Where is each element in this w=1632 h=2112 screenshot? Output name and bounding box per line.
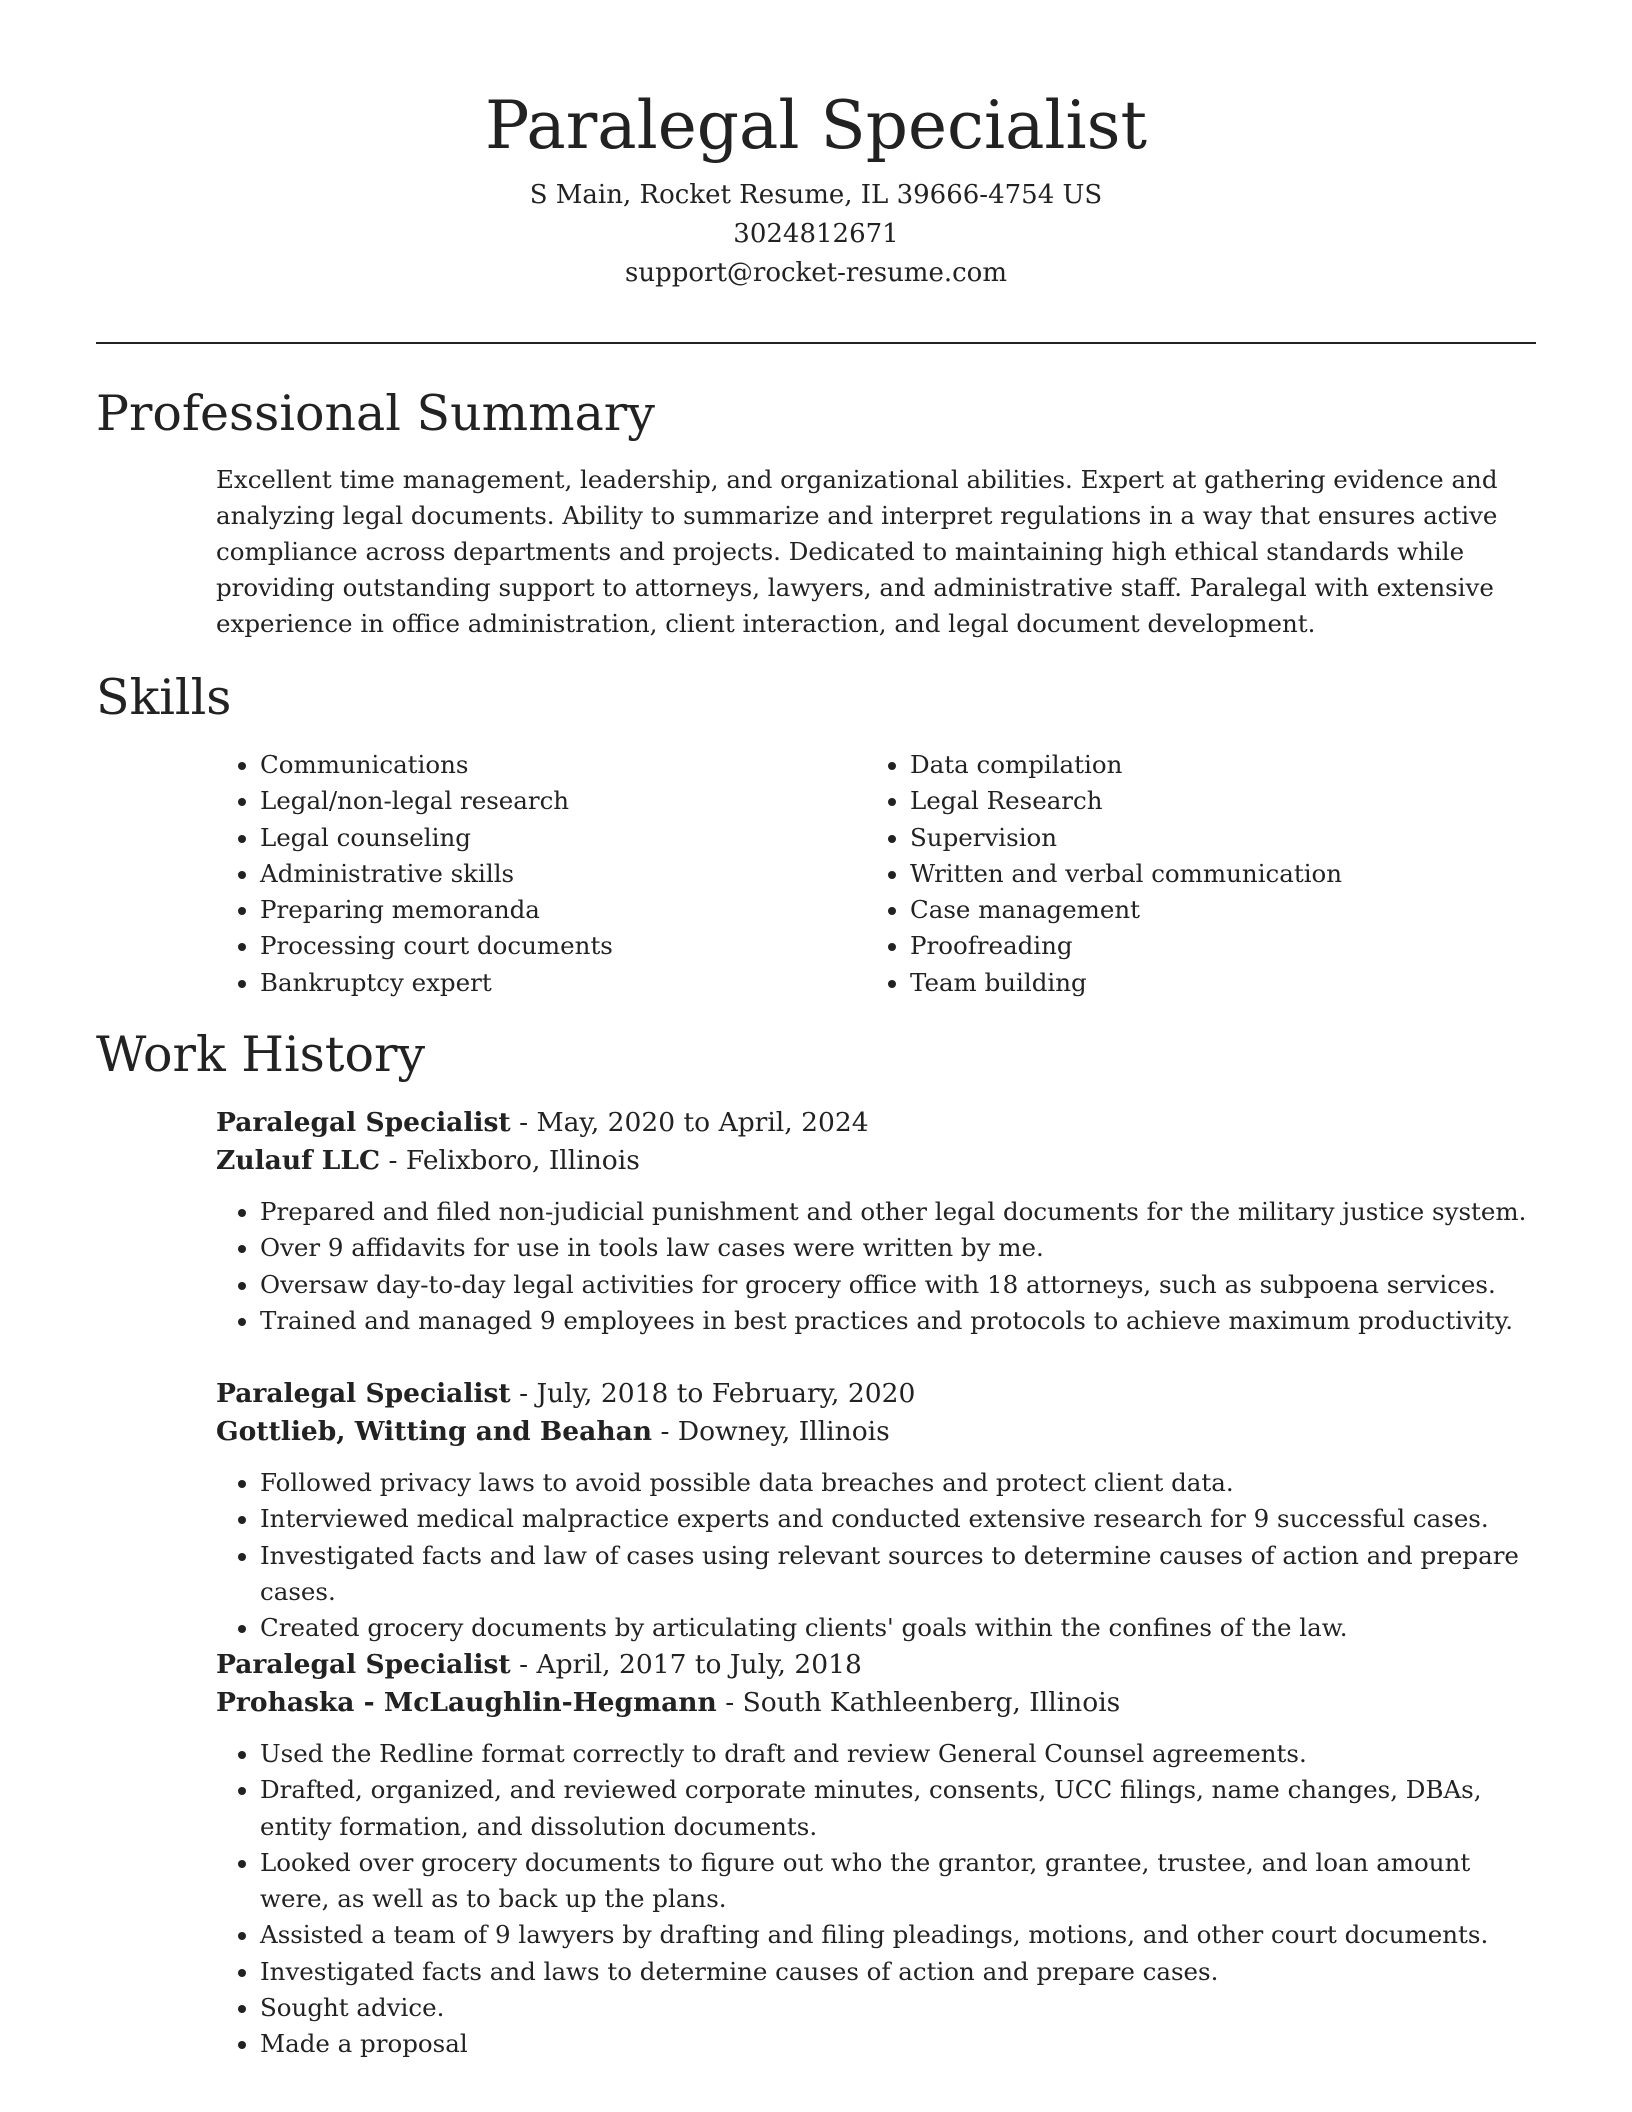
job-company: Zulauf LLC: [216, 1145, 381, 1176]
job-bullet: • Prepared and filed non-judicial punishment and other legal documents for the military justice system.: [260, 1194, 1538, 1230]
job-dates: - April, 2017 to July, 2018: [510, 1649, 862, 1680]
job-company: Gottlieb, Witting and Beahan: [216, 1416, 653, 1447]
job-bullet: • Made a proposal: [260, 2026, 1538, 2062]
skill-item: • Proofreading: [910, 928, 1516, 964]
skill-item: • Data compilation: [910, 747, 1516, 783]
job-bullet: • Investigated facts and laws to determine causes of action and prepare cases.: [260, 1954, 1538, 1990]
job-bullet: • Sought advice.: [260, 1990, 1538, 2026]
job-bullet: • Used the Redline format correctly to draft and review General Counsel agreements.: [260, 1736, 1538, 1772]
skill-item: • Supervision: [910, 820, 1516, 856]
summary-heading: Professional Summary: [96, 385, 655, 442]
job-company: Prohaska - McLaughlin-Hegmann: [216, 1687, 717, 1718]
job-bullets: [216, 1465, 1538, 1646]
job-title-line: [216, 1646, 1538, 1684]
job-bullet: • Assisted a team of 9 lawyers by drafting and filing pleadings, motions, and other court documents.: [260, 1917, 1538, 1953]
skill-item: • Written and verbal communication: [910, 856, 1516, 892]
skill-item: • Communications: [260, 747, 866, 783]
contact-address: S Main, Rocket Resume, IL 39666-4754 US: [529, 180, 1103, 210]
job-bullets: [216, 1194, 1538, 1339]
job-dates: - May, 2020 to April, 2024: [510, 1107, 869, 1138]
job-bullet: • Investigated facts and law of cases using relevant sources to determine causes of action and prepare cases.: [260, 1538, 1538, 1611]
job-entry: [216, 1646, 1538, 2063]
job-company-line: [216, 1413, 1538, 1451]
job-entry: [216, 1375, 1538, 1646]
job-bullet: • Trained and managed 9 employees in best practices and protocols to achieve maximum productivity.: [260, 1303, 1538, 1339]
work-history-heading: Work History: [96, 1026, 426, 1083]
job-title-line: [216, 1104, 1538, 1142]
skill-item: • Administrative skills: [260, 856, 866, 892]
job-bullet: • Interviewed medical malpractice experts and conducted extensive research for 9 successful cases.: [260, 1501, 1538, 1537]
job-location: - South Kathleenberg, Illinois: [716, 1687, 1121, 1718]
job-bullet: • Over 9 affidavits for use in tools law cases were written by me.: [260, 1230, 1538, 1266]
skill-item: • Legal/non-legal research: [260, 783, 866, 819]
job-role: Paralegal Specialist: [216, 1378, 511, 1409]
job-bullet: • Drafted, organized, and reviewed corporate minutes, consents, UCC filings, name changes, DBAs, entity formation, and dissolution documents.: [260, 1772, 1538, 1845]
job-entry: [216, 1104, 1538, 1339]
candidate-name: Paralegal Specialist: [484, 87, 1148, 164]
job-dates: - July, 2018 to February, 2020: [510, 1378, 916, 1409]
skill-item: • Case management: [910, 892, 1516, 928]
job-location: - Downey, Illinois: [652, 1416, 890, 1447]
job-bullet: • Followed privacy laws to avoid possible data breaches and protect client data.: [260, 1465, 1538, 1501]
skills-column-left: [216, 747, 866, 1001]
skill-item: • Legal Research: [910, 783, 1516, 819]
skills-column-right: [866, 747, 1516, 1001]
skill-item: • Preparing memoranda: [260, 892, 866, 928]
skills-list: [216, 747, 1538, 1001]
skill-item: • Processing court documents: [260, 928, 866, 964]
skill-item: • Bankruptcy expert: [260, 965, 866, 1001]
job-bullets: [216, 1736, 1538, 2063]
job-bullet: • Looked over grocery documents to figure out who the grantor, grantee, trustee, and loan amount were, as well as to back up the plans.: [260, 1845, 1538, 1918]
contact-email: support@rocket-resume.com: [624, 258, 1007, 288]
job-role: Paralegal Specialist: [216, 1649, 511, 1680]
job-bullet: • Created grocery documents by articulating clients' goals within the confines of the law.: [260, 1610, 1538, 1646]
header-divider: [96, 342, 1536, 344]
skill-item: • Team building: [910, 965, 1516, 1001]
job-company-line: [216, 1684, 1538, 1722]
job-location: - Felixboro, Illinois: [380, 1145, 640, 1176]
resume-header: [0, 0, 1632, 293]
job-company-line: [216, 1142, 1538, 1180]
job-role: Paralegal Specialist: [216, 1107, 511, 1138]
job-bullet: • Oversaw day-to-day legal activities for grocery office with 18 attorneys, such as subpoena services.: [260, 1267, 1538, 1303]
job-title-line: [216, 1375, 1538, 1413]
contact-phone: 3024812671: [733, 219, 899, 249]
skill-item: • Legal counseling: [260, 820, 866, 856]
skills-heading: Skills: [96, 669, 232, 726]
summary-text: Excellent time management, leadership, and organizational abilities. Expert at gathering evidence and analyzing legal documents. Ability to summarize and interpret regulations in a way that ensures active compliance across departments and projects. Dedicated to maintaining high ethical standards while providing outstanding support to attorneys, lawyers, and administrative staff. Paralegal with extensive experience in office administration, client interaction, and legal document development.: [216, 465, 1498, 638]
